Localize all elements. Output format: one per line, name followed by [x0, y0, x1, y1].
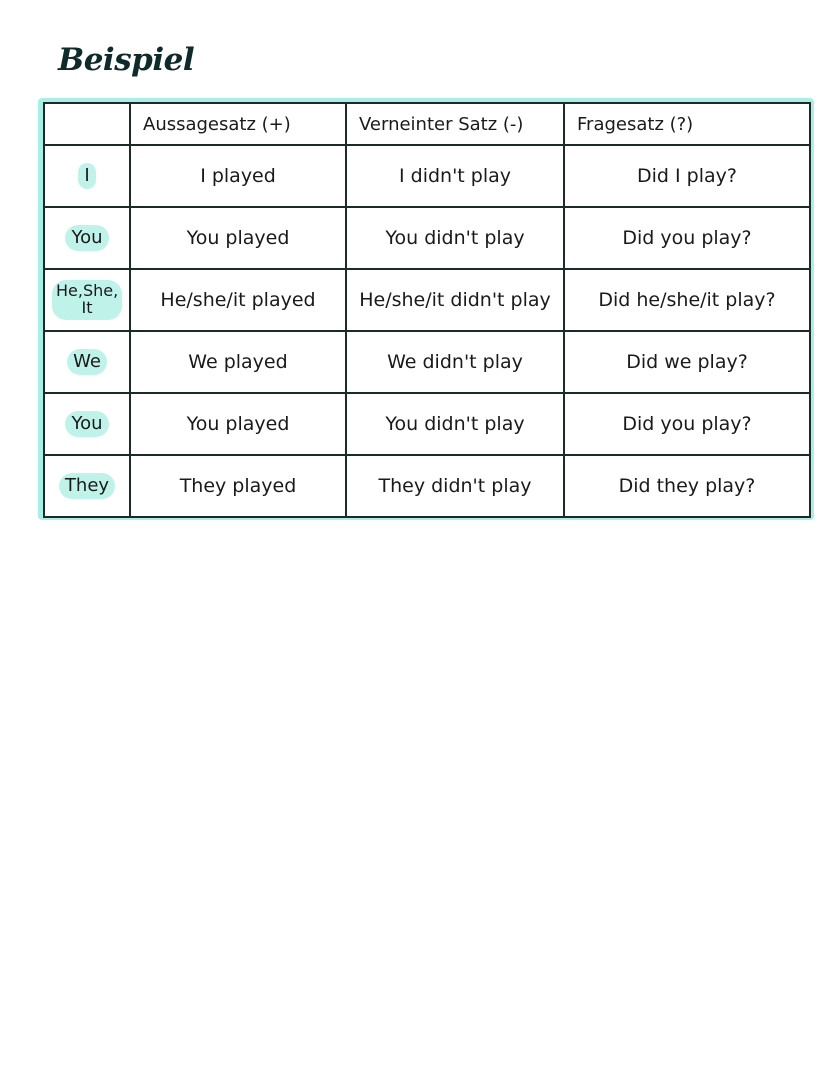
negative-cell: You didn't play — [346, 207, 564, 269]
pronoun-label: They — [59, 473, 115, 500]
question-cell: Did he/she/it play? — [564, 269, 810, 331]
pronoun-cell — [44, 393, 130, 455]
table-row — [44, 269, 810, 331]
negative-cell: They didn't play — [346, 455, 564, 517]
affirmative-cell: You played — [130, 207, 346, 269]
table-row — [44, 455, 810, 517]
pronoun-cell — [44, 145, 130, 207]
affirmative-cell: I played — [130, 145, 346, 207]
negative-cell: I didn't play — [346, 145, 564, 207]
page-title: Beispiel — [58, 42, 195, 78]
question-cell: Did we play? — [564, 331, 810, 393]
question-cell: Did I play? — [564, 145, 810, 207]
table-row — [44, 145, 810, 207]
affirmative-cell: You played — [130, 393, 346, 455]
header-corner-cell — [44, 103, 130, 145]
pronoun-cell — [44, 331, 130, 393]
pronoun-cell — [44, 207, 130, 269]
negative-cell: You didn't play — [346, 393, 564, 455]
question-cell: Did they play? — [564, 455, 810, 517]
negative-cell: We didn't play — [346, 331, 564, 393]
conjugation-table — [43, 102, 811, 518]
table-row — [44, 207, 810, 269]
header-question: Fragesatz (?) — [564, 103, 810, 145]
pronoun-label: He,She, It — [52, 280, 122, 320]
affirmative-cell: They played — [130, 455, 346, 517]
pronoun-label: I — [78, 163, 95, 190]
negative-cell: He/she/it didn't play — [346, 269, 564, 331]
affirmative-cell: We played — [130, 331, 346, 393]
affirmative-cell: He/she/it played — [130, 269, 346, 331]
question-cell: Did you play? — [564, 207, 810, 269]
header-affirmative: Aussagesatz (+) — [130, 103, 346, 145]
table-row — [44, 393, 810, 455]
header-negative: Verneinter Satz (-) — [346, 103, 564, 145]
pronoun-label: We — [67, 349, 107, 376]
table-row — [44, 331, 810, 393]
pronoun-cell — [44, 269, 130, 331]
pronoun-cell — [44, 455, 130, 517]
header-row — [44, 103, 810, 145]
pronoun-label: You — [65, 411, 108, 438]
pronoun-label: You — [65, 225, 108, 252]
question-cell: Did you play? — [564, 393, 810, 455]
